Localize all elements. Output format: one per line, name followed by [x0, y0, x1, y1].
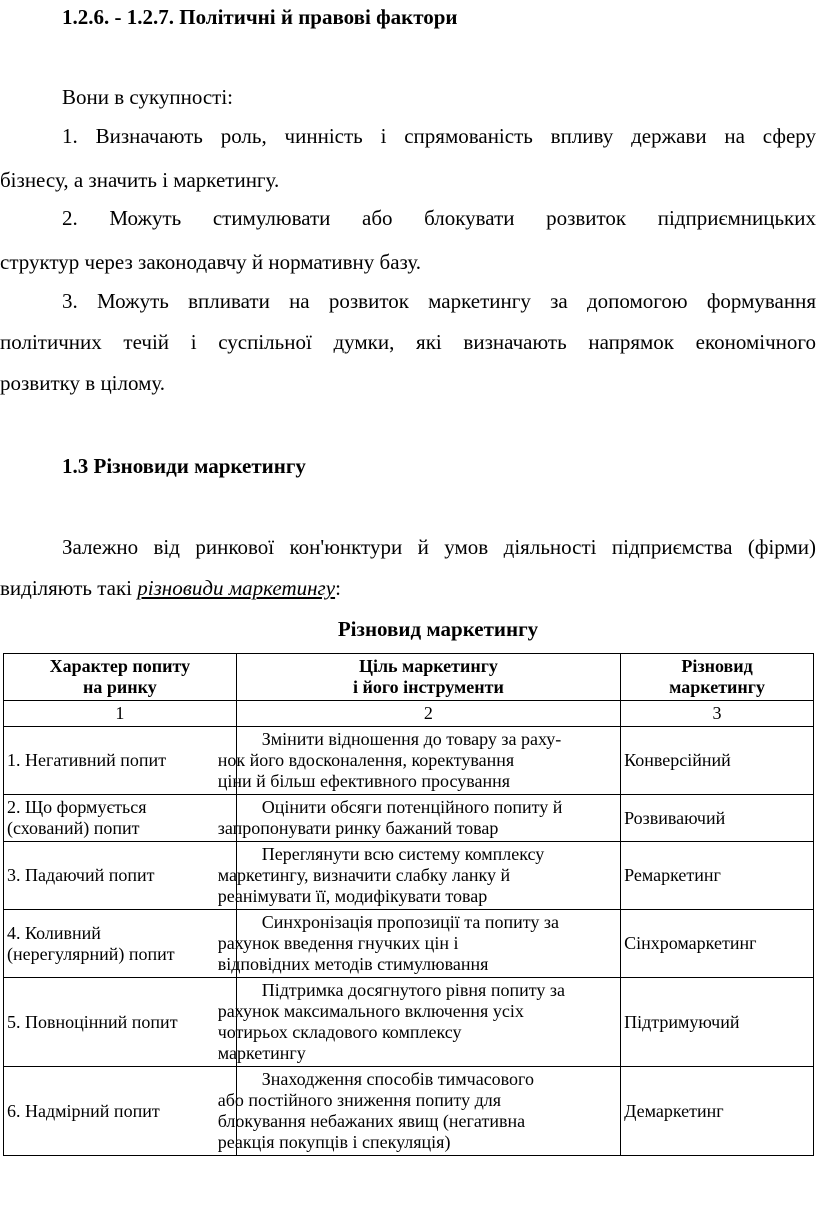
- goal-cell: [217, 910, 620, 978]
- goal-text: нок його вдосконалення, коректування: [217, 750, 515, 770]
- type-cell: Конверсійний: [621, 727, 814, 795]
- goal-text: рахунок максимального включення усіх: [217, 1001, 524, 1021]
- goal-text: чотирьох складового комплексу: [217, 1022, 462, 1042]
- header-type: [621, 654, 814, 701]
- item-1-line-1: 1. Визначають роль, чинність і спрямованість впливу держави на сферу: [62, 124, 816, 148]
- table-row: [4, 1067, 814, 1156]
- demand-text: 6. Надмірний попит: [7, 1100, 160, 1121]
- varieties-link[interactable]: різновиди маркетингу: [137, 576, 336, 600]
- demand-text: 1. Негативний попит: [7, 750, 167, 770]
- item-2-line-2: структур через законодавчу й нормативну базу.: [0, 250, 422, 274]
- paragraph-line-2: [0, 576, 341, 601]
- goal-text: Переглянути всю систему комплексу: [261, 844, 545, 864]
- table-row: [4, 910, 814, 978]
- goal-text: реанімувати її, модифікувати товар: [217, 886, 488, 906]
- goal-text: рахунок введення гнучких цін і: [217, 933, 459, 953]
- table-title: Різновид маркетингу: [337, 617, 539, 641]
- item-3-line-2: політичних течій і суспільної думки, які визначають напрямок економічного: [0, 330, 816, 354]
- goal-cell: [217, 1067, 620, 1156]
- paragraph-prefix: виділяють такі: [0, 576, 138, 600]
- table-row: [4, 842, 814, 910]
- goal-text: відповідних методів стимулювання: [217, 954, 489, 974]
- goal-text: Підтримка досягнутого рівня попиту за: [261, 980, 565, 1000]
- item-2-line-1: 2. Можуть стимулювати або блокувати розвиток підприємницьких: [62, 206, 816, 230]
- demand-cell: [4, 727, 237, 795]
- type-cell: Розвиваючий: [621, 795, 814, 842]
- header-type-l2: маркетингу: [669, 677, 765, 697]
- goal-cell: [217, 727, 620, 795]
- goal-text: реакція покупців і спекуляція): [217, 1132, 451, 1152]
- goal-text: запропонувати ринку бажаний товар: [217, 818, 499, 838]
- paragraph-line-1: Залежно від ринкової кон'юнктури й умов діяльності підприємства (фірми): [62, 535, 816, 559]
- demand-text: 5. Повноцінний попит: [7, 1011, 178, 1032]
- header-demand-l1: Характер попиту: [49, 656, 191, 676]
- type-cell: Ремаркетинг: [621, 842, 814, 910]
- goal-text: Змінити відношення до товару за раху-: [261, 729, 562, 749]
- header-goal: [236, 654, 620, 701]
- demand-text: 2. Що формується: [7, 797, 147, 817]
- marketing-types-table: [3, 653, 814, 1156]
- demand-text: 3. Падаючий попит: [7, 865, 155, 885]
- demand-text: (схований) попит: [7, 818, 140, 838]
- goal-text: блокування небажаних явищ (негативна: [217, 1111, 526, 1131]
- demand-text: 4. Коливний: [7, 922, 101, 943]
- item-1-line-2: бізнесу, а значить і маркетингу.: [0, 168, 280, 192]
- goal-text: маркетингу, визначити слабку ланку й: [217, 865, 511, 885]
- header-demand-l2: на ринку: [82, 677, 157, 697]
- goal-text: або постійного зниження попиту для: [217, 1090, 502, 1110]
- goal-cell: [217, 842, 620, 910]
- type-cell: Сінхромаркетинг: [621, 910, 814, 978]
- table-row: [4, 795, 814, 842]
- table-header-row: [4, 654, 814, 701]
- goal-text: Синхронізація пропозиції та попиту за: [261, 912, 559, 932]
- column-number: 1: [4, 701, 237, 727]
- subsection-heading: 1.3 Різновиди маркетингу: [62, 454, 306, 478]
- goal-text: маркетингу: [217, 1043, 306, 1063]
- column-number: 2: [236, 701, 620, 727]
- table-row: [4, 727, 814, 795]
- goal-text: Оцінити обсяги потенційного попиту й: [261, 797, 563, 817]
- goal-text: Знаходження способів тимчасового: [261, 1069, 534, 1089]
- table-number-row: [4, 701, 814, 727]
- demand-cell: [4, 910, 237, 978]
- header-goal-l1: Ціль маркетингу: [358, 656, 498, 676]
- header-type-l1: Різновид: [681, 656, 753, 676]
- demand-cell: [4, 978, 237, 1067]
- paragraph-suffix: :: [335, 576, 341, 600]
- column-number: 3: [621, 701, 814, 727]
- item-3-line-3: розвитку в цілому.: [0, 371, 166, 395]
- demand-cell: [4, 842, 237, 910]
- goal-text: ціни й більш ефективного просування: [217, 771, 511, 791]
- type-cell: Підтримуючий: [621, 978, 814, 1067]
- header-goal-l2: і його інструменти: [352, 677, 504, 697]
- demand-cell: [4, 1067, 237, 1156]
- demand-cell: [4, 795, 237, 842]
- header-demand: [4, 654, 237, 701]
- goal-cell: [217, 978, 620, 1067]
- demand-text: (нерегулярний) попит: [7, 943, 175, 964]
- intro-text: Вони в сукупності:: [62, 85, 234, 109]
- section-heading: 1.2.6. - 1.2.7. Політичні й правові фактори: [62, 5, 458, 29]
- goal-cell: [217, 795, 620, 842]
- type-cell: Демаркетинг: [621, 1067, 814, 1156]
- item-3-line-1: 3. Можуть впливати на розвиток маркетингу за допомогою формування: [62, 289, 816, 313]
- table-row: [4, 978, 814, 1067]
